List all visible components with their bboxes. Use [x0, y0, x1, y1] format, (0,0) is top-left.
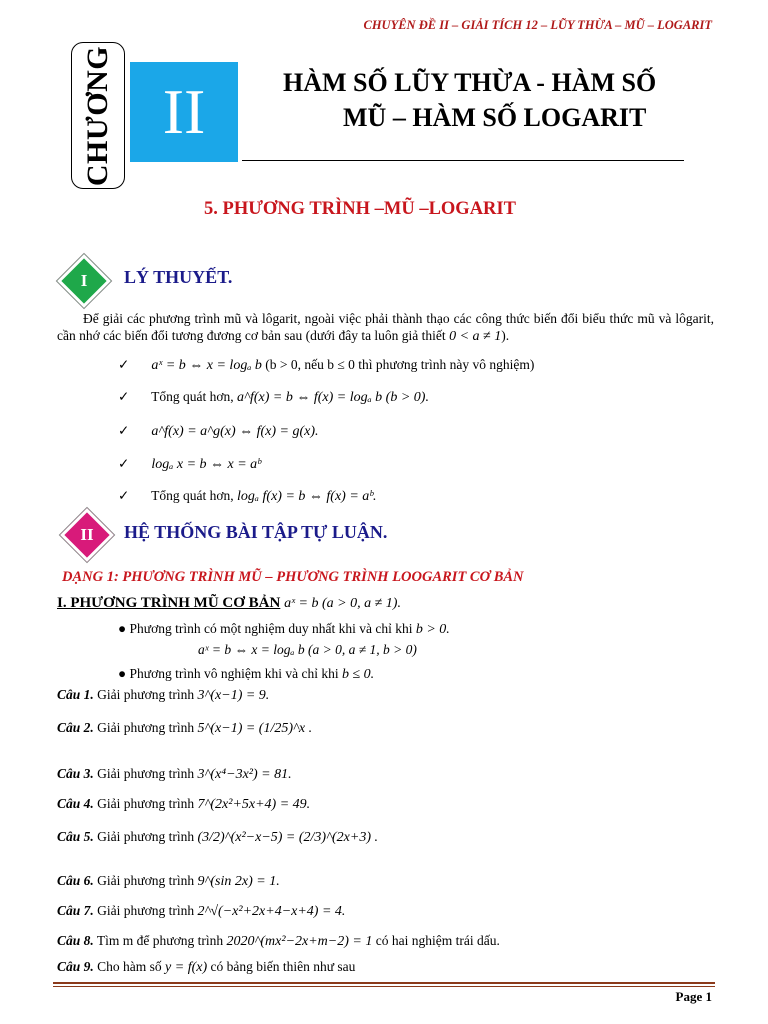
chapter-word: CHƯƠNG	[81, 45, 114, 186]
chapter-title-line-2: MŨ – HÀM SỐ LOGARIT	[343, 103, 647, 132]
rule-bullet-math: b > 0.	[415, 622, 450, 637]
theory-item	[118, 488, 377, 505]
theory-item-math: logₐ x = b ⇔ x = aᵇ	[151, 457, 261, 472]
section-title: 5. PHƯƠNG TRÌNH –MŨ –LOGARIT	[204, 199, 516, 219]
question-text: Giải phương trình	[97, 873, 195, 888]
running-header: CHUYÊN ĐỀ II – GIẢI TÍCH 12 – LŨY THỪA – MŨ – LOGARIT	[363, 18, 712, 32]
theory-item-math: aˣ = b ⇔ x = logₐ b	[151, 358, 262, 373]
check-icon: ✓	[118, 456, 130, 471]
question-item	[57, 829, 378, 846]
rule-bullet	[118, 621, 450, 638]
question-math: 7^(2x²+5x+4) = 49.	[197, 797, 311, 812]
theory-item	[118, 423, 319, 440]
rule-bullet-text: ● Phương trình có một nghiệm duy nhất khi và chỉ khi	[118, 621, 413, 636]
part-one-badge-label: I	[80, 271, 88, 290]
question-math: 3^(x−1) = 9.	[197, 688, 270, 703]
question-item	[57, 959, 355, 976]
question-text: Giải phương trình	[97, 720, 195, 735]
part-two-heading: HỆ THỐNG BÀI TẬP TỰ LUẬN.	[124, 522, 388, 542]
question-math: 2020^(mx²−2x+m−2) = 1	[226, 934, 373, 949]
question-label: Câu 6.	[57, 873, 94, 888]
subsection-heading	[57, 595, 401, 612]
question-label: Câu 7.	[57, 903, 94, 918]
rule-bullet-text: ● Phương trình vô nghiệm khi và chỉ khi	[118, 666, 339, 681]
footer-rule	[53, 982, 715, 984]
rule-bullet-math: b ≤ 0.	[341, 667, 375, 682]
chapter-label-box	[71, 42, 125, 189]
question-item	[57, 903, 345, 920]
question-text: Giải phương trình	[97, 687, 195, 702]
chapter-title-line-1: HÀM SỐ LŨY THỪA - HÀM SỐ	[283, 68, 657, 97]
question-math: 3^(x⁴−3x²) = 81.	[197, 767, 292, 782]
question-math: (3/2)^(x²−x−5) = (2/3)^(2x+3) .	[197, 830, 378, 845]
question-text: Giải phương trình	[97, 796, 195, 811]
check-icon: ✓	[118, 389, 130, 404]
theory-intro-condition: 0 < a ≠ 1	[449, 329, 502, 344]
subsection-heading-math: aˣ = b (a > 0, a ≠ 1).	[284, 596, 401, 611]
subsection-heading-text: I. PHƯƠNG TRÌNH MŨ CƠ BẢN	[57, 595, 281, 611]
theory-item-math: a^f(x) = b ⇔ f(x) = logₐ b (b > 0).	[237, 390, 429, 405]
question-label: Câu 4.	[57, 796, 94, 811]
check-icon: ✓	[118, 423, 130, 438]
question-math: 2^√(−x²+2x+4−x+4) = 4.	[197, 904, 346, 919]
question-text: Cho hàm số	[97, 959, 162, 974]
rule-bullet	[118, 666, 374, 683]
page-number: Page 1	[675, 989, 712, 1004]
theory-intro	[57, 310, 714, 345]
question-text: Giải phương trình	[97, 829, 195, 844]
question-label: Câu 1.	[57, 687, 94, 702]
question-label: Câu 3.	[57, 766, 94, 781]
part-two-badge-label: II	[80, 525, 94, 544]
check-icon: ✓	[118, 357, 130, 372]
question-label: Câu 2.	[57, 720, 94, 735]
theory-item	[118, 357, 534, 374]
question-math: 9^(sin 2x) = 1.	[197, 874, 280, 889]
question-text: Giải phương trình	[97, 766, 195, 781]
question-tail: có bảng biến thiên như sau	[210, 959, 356, 974]
check-icon: ✓	[118, 488, 130, 503]
chapter-number-box: II	[130, 62, 238, 162]
question-item	[57, 766, 292, 783]
question-text: Giải phương trình	[97, 903, 195, 918]
question-label: Câu 8.	[57, 933, 94, 948]
part-one-heading: LÝ THUYẾT.	[124, 267, 233, 287]
topic-title: DẠNG 1: PHƯƠNG TRÌNH MŨ – PHƯƠNG TRÌNH LOOGARIT CƠ BẢN	[62, 569, 524, 585]
question-tail: có hai nghiệm trái dấu.	[375, 933, 500, 948]
question-item	[57, 720, 312, 737]
question-math: 5^(x−1) = (1/25)^x .	[197, 721, 313, 736]
question-label: Câu 5.	[57, 829, 94, 844]
question-text: Tìm m để phương trình	[96, 933, 224, 948]
theory-item-math: logₐ f(x) = b ⇔ f(x) = aᵇ.	[237, 489, 377, 504]
question-item	[57, 687, 269, 704]
question-item	[57, 933, 500, 950]
question-math: y = f(x)	[165, 960, 208, 975]
theory-item-lead: Tổng quát hơn,	[151, 488, 234, 503]
theory-item-lead: Tổng quát hơn,	[151, 389, 234, 404]
footer-rule-thin	[53, 986, 715, 987]
theory-intro-end: ).	[501, 328, 510, 343]
equivalence-formula: aˣ = b ⇔ x = logₐ b (a > 0, a ≠ 1, b > 0)	[198, 642, 417, 657]
theory-intro-text: Để giải các phương trình mũ và lôgarit, ngoài việc phải thành thạo các công thức biến đổi biểu thức mũ và lôgarit, cần nhớ các biến đổi tương đương cơ bản sau (dưới đây ta luôn giả thiết	[57, 311, 714, 343]
theory-item-note: (b > 0, nếu b ≤ 0 thì phương trình này vô nghiệm)	[265, 357, 535, 372]
question-item	[57, 873, 280, 890]
question-item	[57, 796, 310, 813]
question-label: Câu 9.	[57, 959, 94, 974]
chapter-title-rule	[242, 160, 684, 161]
theory-item	[118, 456, 261, 473]
theory-item-math: a^f(x) = a^g(x) ⇔ f(x) = g(x).	[151, 424, 319, 439]
theory-item	[118, 389, 429, 406]
